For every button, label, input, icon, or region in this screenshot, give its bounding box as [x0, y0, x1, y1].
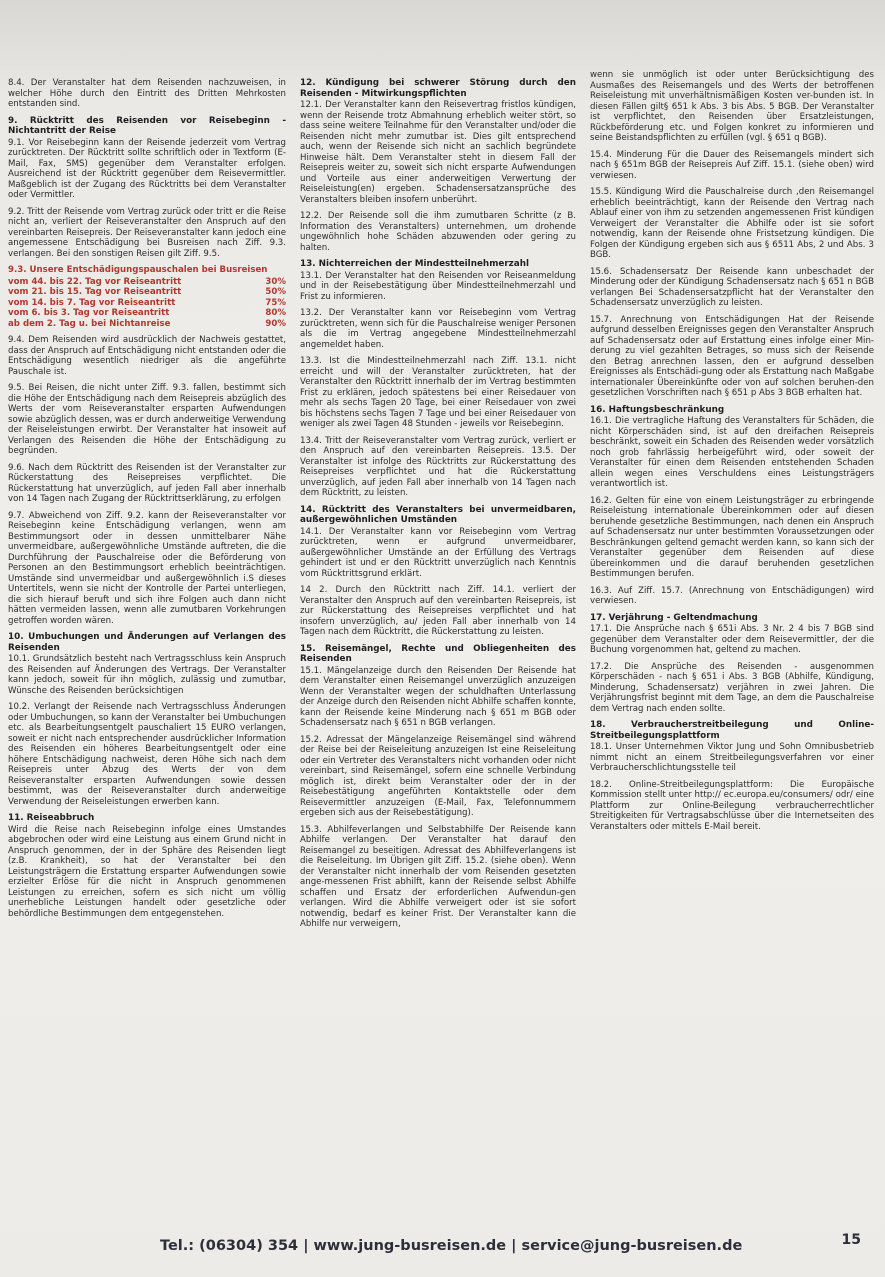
fee-label: vom 44. bis 22. Tag vor Reiseantritt [8, 276, 182, 287]
paragraph-10-2: 10.2. Verlangt der Reisende nach Vertragsschluss Änderungen oder Umbuchungen, so kann der Veranstalter bei Umbuchungen etc. als Bearbeitungsentgelt pauschaliert 15 EURO verlangen, soweit er nicht nach entsprechender ausdrücklicher Information des Reisenden ein höheres Bearbeitungsentgelt oder eine höhere Entschädigung nachweist, deren Höhe sich nach dem Reisepreis unter Abzug des Werts der von dem Reiseveranstalter ersparten Aufwendungen sowie dessen bestimmt, was der Reiseveranstalter durch anderweitige Verwendung der Reiseleistungen erwerben kann. [8, 702, 286, 807]
paragraph-16-3: 16.3. Auf Ziff. 15.7. (Anrechnung von Entschädigungen) wird verwiesen. [590, 585, 874, 606]
footer-contact: Tel.: (06304) 354 | www.jung-busreisen.de | service@jung-busreisen.de [160, 1238, 743, 1254]
fee-row [8, 298, 286, 309]
paragraph-15-4: 15.4. Minderung Für die Dauer des Reisemangels mindert sich nach § 651m BGB der Reisepreis Auf Ziff. 15.1. (siehe oben) wird verwiesen. [590, 149, 874, 181]
fee-row [8, 308, 286, 319]
section-10-title: 10. Umbuchungen und Änderungen auf Verlangen des Reisenden [8, 632, 286, 653]
paragraph-9-7: 9.7. Abweichend von Ziff. 9.2. kann der Reiseveranstalter vor Reisebeginn keine Entschädigung verlangen, wenn am Bestimmungsort oder in dessen unmittelbarer Nähe unvermeidbare, außergewöhnliche Umstände auftreten, die die Durchführung der Pauschalreise oder die Beförderung von Personen an den Bestimmungsort erheblich beeinträchtigen. Umstände sind unvermeidbar und außergewöhnlich i.S dieses Untertitels, wenn sie nicht der Kontrolle der Partei unterliegen, die sich hierauf beruft und sich ihre Folgen auch dann nicht hätten vermeiden lassen, wenn alle zumutbaren Vorkehrungen getroffen worden wären. [8, 510, 286, 626]
fee-value: 50% [265, 287, 286, 297]
section-16-title: 16. Haftungsbeschränkung [590, 404, 725, 415]
fee-value: 30% [265, 276, 286, 287]
paragraph-12-1: 12.1. Der Veranstalter kann den Reisevertrag fristlos kündigen, wenn der Reisende trotz Abmahnung erheblich weiter stört, so dass seine weitere Teilnahme für den Veranstalter und/oder die Reisenden nicht mehr zumutbar ist. Dies gilt entsprechend auch, wenn der Reisende sich nicht an sachlich begründete Hinweise hält. Dem Veranstalter steht in diesem Fall der Reisepreis weiter zu, soweit sich nicht ersparte Aufwendungen und Vorteile aus einer anderweitigen Verwertung der Reiseleistung(en) ergeben. Schadensersatzansprüche des Veranstalters bleiben insofern unberührt. [300, 100, 576, 205]
column-2 [300, 78, 576, 936]
paragraph-13-2: 13.2. Der Veranstalter kann vor Reisebeginn vom Vertrag zurücktreten, wenn sich für die Pauschalreise weniger Personen als die im Vertrag angegebene Mindestteilnehmerzahl angemeldet haben. [300, 308, 576, 350]
paragraph-9-1: 9.1. Vor Reisebeginn kann der Reisende jederzeit vom Vertrag zurücktreten. Der Rücktritt sollte schriftlich oder in Textform (E-Mail, Fax, SMS) gegenüber dem Veranstalter erfolgen. Ausreichend ist der Rücktritt gegenüber dem Reisevermittler. Maßgeblich ist der Zugang des Rücktritts bei dem Veranstalter oder Vermittler. [8, 137, 286, 200]
paragraph-9-5: 9.5. Bei Reisen, die nicht unter Ziff. 9.3. fallen, bestimmt sich die Höhe der Entschädigung nach dem Reisepreis abzüglich des Werts der vom Reiseveranstalter ersparten Aufwendungen sowie abzüglich dessen, was er durch anderweitige Verwendung der Reiseleistungen erwirbt. Der Veranstalter hat insoweit auf Verlangen des Reisenden die Höhe der Entschädigung zu begründen. [8, 383, 286, 456]
paragraph-15-7: 15.7. Anrechnung von Entschädigungen Hat der Reisende aufgrund desselben Ereignisses gegen den Veranstalter Anspruch auf Schadensersatz oder auf Erstattung eines infolge einer Min-derung zu viel gezahlten Betrages, so muss sich der Reisende den Betrag anrechnen lassen, den er aufgrund desselben Ereignisses als Entschädi-gung oder als Erstattung nach Maßgabe internationaler Übereinkünfte oder von auf solchen beruhen-den gesetzlichen Vorschriften nach § 651 p Abs 3 BGB erhalten hat. [590, 314, 874, 398]
paragraph-14-2: 14 2. Durch den Rücktritt nach Ziff. 14.1. verliert der Veranstalter den Anspruch auf den vereinbarten Reisepreis, ist zur Rückerstattung des Reisepreises verpflichtet und hat insofern unverzüglich, au/ jeden Fall aber innerhalb von 14 Tagen nach dem Rücktritt, die Rückerstattung zu leisten. [300, 585, 576, 637]
paragraph-18-2: 18.2. Online-Streitbeilegungsplattform: Die Europäische Kommission stellt unter http:// ec.europa.eu/consumers/ odr/ eine Plattform zur Online-Beilegung verbraucherrechtlicher Streitigkeiten für Vertragsabschlüsse über die Internetseiten des Veranstalters oder mittels E-Mail bereit. [590, 779, 874, 832]
fee-row [8, 287, 286, 298]
fee-label: vom 6. bis 3. Tag vor Reiseantritt [8, 308, 170, 318]
paragraph-13-4: 13.4. Tritt der Reiseveranstalter vom Vertrag zurück, verliert er den Anspruch auf den vereinbarten Reisepreis. 13.5. Der Veranstalter ist infolge des Rücktritts zur Rückerstattung des Reisepreises verpflichtet und hat die Rückerstattung unverzüglich, auf jeden Fall aber innerhalb von 14 Tagen nach dem Rücktritt, zu leisten. [300, 435, 576, 498]
section-15-title: 15. Reisemängel, Rechte und Obliegenheiten des Reisenden [300, 643, 576, 664]
paragraph-9-4: 9.4. Dem Reisenden wird ausdrücklich der Nachweis gestattet, dass der Anspruch auf Entschädigung nicht entstanden oder die Entschädigung wesentlich niedriger als die angeführte Pauschale ist. [8, 335, 286, 377]
paragraph-9-6: 9.6. Nach dem Rücktritt des Reisenden ist der Veranstalter zur Rückerstattung des Reisepreises verpflichtet. Die Rückerstattung hat unverzüglich, auf jeden Fall aber innerhalb von 14 Tagen nach Zugang der Rücktrittserklärung, zu erfolgen [8, 462, 286, 504]
paragraph-15-2: 15.2. Adressat der Mängelanzeige Reisemängel sind während der Reise bei der Reiseleitung anzuzeigen Ist eine Reiseleitung oder ein Vertreter des Veranstalters nicht vorhanden oder nicht vereinbart, sind Reisemängel, sofern eine schnelle Verbindung möglich ist, direkt beim Veranstalter oder der in der Reisebestätigung angeführten Kontaktstelle oder dem Reisevermittler anzuzeigen (E-Mail, Fax, Telefonnummern ergeben sich aus der Reisebestätigung). [300, 734, 576, 818]
paragraph-16-2: 16.2. Gelten für eine von einem Leistungsträger zu erbringende Reiseleistung internationale Übereinkommen oder auf diesen beruhende gesetzliche Bestimmungen, nach denen ein Anspruch auf Schadensersatz nur unter bestimmten Voraussetzungen oder Beschränkungen geltend gemacht werden kann, so kann sich der Veranstalter gegenüber dem Reisenden auf diese übereinkommen und die darauf beruhenden gesetzlichen Bestimmungen berufen. [590, 495, 874, 579]
fee-label: vom 14. bis 7. Tag vor Reiseantritt [8, 297, 176, 308]
paragraph-14-1: 14.1. Der Veranstalter kann vor Reisebeginn vom Vertrag zurücktreten, wenn er aufgrund unvermeidbarer, außergewöhnlicher Umstände an der Erfüllung des Vertrags gehindert ist und er den Rücktritt unverzüglich nach Kenntnis vom Rücktrittsgrund erklärt. [300, 526, 576, 579]
fee-label: ab dem 2. Tag u. bei Nichtanreise [8, 318, 171, 329]
paragraph-16-1: 16.1. Die vertragliche Haftung des Veranstalters für Schäden, die nicht Körperschäden sind, ist auf den dreifachen Reisepreis beschränkt, soweit ein Schaden des Reisenden weder vorsätzlich noch grob fahrlässig herbeigeführt wird, oder soweit der Veranstalter für einen dem Reisenden entstehenden Schaden allein wegen eines Verschuldens eines Leistungsträgers verantwortlich ist. [590, 416, 874, 489]
column-1 [8, 78, 286, 925]
paragraph-15-3: 15.3. Abhilfeverlangen und Selbstabhilfe Der Reisende kann Abhilfe verlangen. Der Veranstalter hat darauf den Reisemangel zu beseitigen. Adressat des Abhilfeverlangens ist die Reiseleitung. Im Übrigen gilt Ziff. 15.2. (siehe oben). Wenn der Veranstalter nicht innerhalb der vom Reisenden gesetzten ange-messenen Frist abhilft, kann der Reisende selbst Abhilfe schaffen und Ersatz der erforderlichen Aufwendun-gen verlangen. Wird die Abhilfe verweigert oder ist sie sofort notwendig, bedarf es keiner Frist. Der Veranstalter kann die Abhilfe nur verweigern, [300, 824, 576, 929]
paragraph-17-1: 17.1. Die Ansprüche nach § 651i Abs. 3 Nr. 2 4 bis 7 BGB sind gegenüber dem Veranstalter oder dem Reisevermittler, der die Buchung vorgenommen hat, geltend zu machen. [590, 624, 874, 655]
section-9-3-title: 9.3. Unsere Entschädigungspauschalen bei Busreisen [8, 265, 268, 275]
section-14-title: 14. Rücktritt des Veranstalters bei unvermeidbaren, außergewöhnlichen Umständen [300, 504, 576, 525]
fee-value: 90% [265, 318, 286, 329]
fee-row [8, 319, 286, 330]
paragraph-13-1: 13.1. Der Veranstalter hat den Reisenden vor Reiseanmeldung und in der Reisebestätigung über Mindestteilnehmerzahl und Frist zu informieren. [300, 270, 576, 302]
section-17-title: 17. Verjährung - Geltendmachung [590, 612, 758, 623]
paragraph-9-2: 9.2. Tritt der Reisende vom Vertrag zurück oder tritt er die Reise nicht an, verliert der Reiseveranstalter den Anspruch auf den vereinbarten Reisepreis. Der Reiseveranstalter kann jedoch eine angemessene Entschädigung bei Busreisen nach Ziff. 9.3. verlangen. Bei den sonstigen Reisen gilt Ziff. 9.5. [8, 206, 286, 259]
column-3 [590, 70, 874, 838]
paragraph-11: Wird die Reise nach Reisebeginn infolge eines Umstandes abgebrochen oder wird eine Leistung aus einem Grund nicht in Anspruch genommen, der in der Sphäre des Reisenden liegt (z.B. Krankheit), so hat der Veranstalter bei den Leistungsträgern die Erstattung ersparter Aufwendungen sowie erzielter Erlöse für die nicht in Anspruch genommenen Leistungen zu erreichen, sofern es sich nicht um völlig unerhebliche Leistungen handelt oder gesetzliche oder behördliche Bestimmungen dem entgegenstehen. [8, 824, 286, 919]
paragraph-15-3-cont: wenn sie unmöglich ist oder unter Berücksichtigung des Ausmaßes des Reisemangels und des Werts der betroffenen Reiseleistung mit unverhältnismäßigen Kosten ver-bunden ist. In diesen Fällen gilt§ 651 k Abs. 3 bis Abs. 5 BGB. Der Veranstalter ist verpflichtet, den Reisenden über Ersatzleistungen, Rückbeförderung etc. und Folgen konkret zu informieren und seine Beistandspflichten zu erfüllen (vgl. § 651 q BGB). [590, 70, 874, 143]
fee-value: 75% [265, 297, 286, 308]
paragraph-10-1: 10.1. Grundsätzlich besteht nach Vertragsschluss kein Anspruch des Reisenden auf Änderungen des Vertrags. Der Veranstalter kann jedoch, soweit für ihn möglich, zulässig und zumutbar, Wünsche des Reisenden berücksichtigen [8, 654, 286, 696]
section-9-title: 9. Rücktritt des Reisenden vor Reisebeginn - Nichtantritt der Reise [8, 115, 286, 136]
paragraph-15-6: 15.6. Schadensersatz Der Reisende kann unbeschadet der Minderung oder der Kündigung Schadensersatz nach § 651 n BGB verlangen Bei Schadensersatzpflicht hat der Veranstalter den Schadensersatz unverzüglich zu leisten. [590, 266, 874, 308]
paragraph-17-2: 17.2. Die Ansprüche des Reisenden - ausgenommen Körperschäden - nach § 651 i Abs. 3 BGB (Abhilfe, Kündigung, Minderung, Schadensersatz) verjähren in zwei Jahren. Die Verjährungsfrist beginnt mit dem Tage, an dem die Pauschalreise dem Vertrag nach enden sollte. [590, 661, 874, 714]
section-11-title: 11. Reiseabbruch [8, 813, 95, 823]
section-13-title: 13. Nichterreichen der Mindestteilnehmerzahl [300, 259, 529, 269]
fee-row [8, 277, 286, 288]
section-18-title: 18. Verbraucherstreitbeilegung und Online-Streitbeilegungsplattform [590, 720, 874, 741]
paragraph-18-1: 18.1. Unser Unternehmen Viktor Jung und Sohn Omnibusbetrieb nimmt nicht an einem Streitbeilegungsverfahren vor einer Verbraucherschlichtungsstelle teil [590, 742, 874, 773]
fee-table [8, 277, 286, 330]
paragraph-8-4: 8.4. Der Veranstalter hat dem Reisenden nachzuweisen, in welcher Höhe durch den Eintritt des Dritten Mehrkosten entstanden sind. [8, 78, 286, 109]
page-number: 15 [841, 1232, 861, 1248]
section-12-title: 12. Kündigung bei schwerer Störung durch den Reisenden - Mitwirkungspflichten [300, 78, 576, 99]
paragraph-15-5: 15.5. Kündigung Wird die Pauschalreise durch ,den Reisemangel erheblich beeinträchtigt, kann der Reisende den Vertrag nach Ablauf einer von ihm zu setzenden angemessenen Frist kündigen Verweigert der Veranstalter die Abhilfe oder ist sie sofort notwendig, kann der Reisende ohne Fristsetzung kündigen. Die Folgen der Kündigung ergeben sich aus § 6511 Abs, 2 und Abs. 3 BGB. [590, 187, 874, 260]
paragraph-13-3: 13.3. Ist die Mindestteilnehmerzahl nach Ziff. 13.1. nicht erreicht und will der Veranstalter zurücktreten, hat der Veranstalter den Rücktritt innerhalb der im Vertrag bestimmten Frist zu erklären, jedoch spätestens bei einer Reisedauer von mehr als sechs Tagen 20 Tage, bei einer Reisedauer von zwei bis höchstens sechs Tagen 7 Tage und bei einer Reisedauer von weniger als zwei Tagen 48 Stunden - jeweils vor Reisebeginn. [300, 356, 576, 429]
fee-value: 80% [265, 308, 286, 318]
fee-label: vom 21. bis 15. Tag vor Reiseantritt [8, 287, 182, 297]
paragraph-12-2: 12.2. Der Reisende soll die ihm zumutbaren Schritte (z B. Information des Veranstalters) unternehmen, um drohende ungewöhnlich hohe Schäden abzuwenden oder gering zu halten. [300, 211, 576, 253]
paragraph-15-1: 15.1. Mängelanzeige durch den Reisenden Der Reisende hat dem Veranstalter einen Reisemangel unverzüglich anzuzeigen Wenn der Veranstalter wegen der schuldhaften Unterlassung der Anzeige durch den Reisenden nicht Abhilfe schaffen konnte, kann der Reisende keine Minderung nach § 651 m BGB oder Schadensersatz nach § 651 n BGB verlangen. [300, 665, 576, 728]
